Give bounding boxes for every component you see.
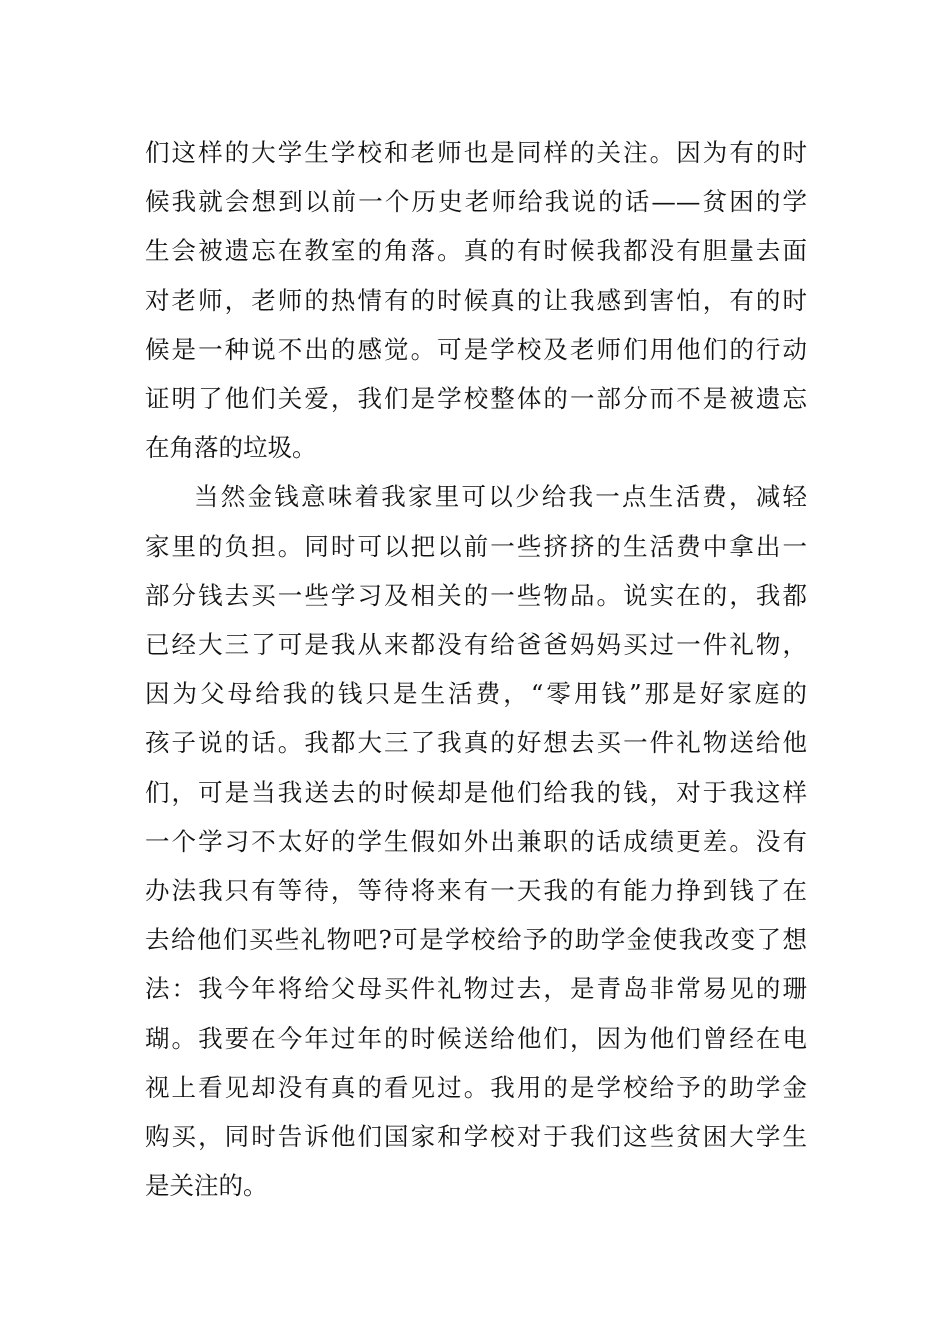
text-line: 们这样的大学生学校和老师也是同样的关注。因为有的时 [145, 138, 807, 167]
text-line: 证明了他们关爱，我们是学校整体的一部分而不是被遗忘 [145, 384, 807, 414]
text-line: 瑚。我要在今年过年的时候送给他们，因为他们曾经在电 [145, 1023, 807, 1053]
paragraph-2 [145, 472, 807, 1210]
text-line: 视上看见却没有真的看见过。我用的是学校给予的助学金 [145, 1072, 807, 1102]
text-line: 办法我只有等待，等待将来有一天我的有能力挣到钱了在 [145, 876, 807, 906]
text-line: 法：我今年将给父母买件礼物过去，是青岛非常易见的珊 [145, 974, 807, 1004]
text-line: 在角落的垃圾。 [145, 433, 317, 463]
text-line: 已经大三了可是我从来都没有给爸爸妈妈买过一件礼物， [145, 630, 807, 660]
text-line: 当然金钱意味着我家里可以少给我一点生活费，减轻 [194, 482, 807, 512]
text-line: 生会被遗忘在教室的角落。真的有时候我都没有胆量去面 [145, 236, 807, 266]
paragraph-1 [145, 128, 807, 472]
text-line: 家里的负担。同时可以把以前一些挤挤的生活费中拿出一 [145, 531, 807, 561]
text-line: 因为父母给我的钱只是生活费，“零用钱”那是好家庭的 [145, 679, 807, 709]
text-line: 一个学习不太好的学生假如外出兼职的话成绩更差。没有 [145, 826, 807, 856]
text-line: 购买，同时告诉他们国家和学校对于我们这些贫困大学生 [145, 1122, 807, 1152]
text-line: 去给他们买些礼物吧?可是学校给予的助学金使我改变了想 [145, 925, 807, 955]
text-line: 是关注的。 [145, 1171, 268, 1201]
text-line: 候是一种说不出的感觉。可是学校及老师们用他们的行动 [145, 334, 807, 364]
text-line: 们，可是当我送去的时候却是他们给我的钱，对于我这样 [145, 777, 807, 807]
text-line: 部分钱去买一些学习及相关的一些物品。说实在的，我都 [145, 580, 807, 610]
text-line: 对老师，老师的热情有的时候真的让我感到害怕，有的时 [145, 285, 807, 315]
document-page [145, 128, 807, 1210]
text-line: 候我就会想到以前一个历史老师给我说的话——贫困的学 [145, 187, 807, 217]
text-line: 孩子说的话。我都大三了我真的好想去买一件礼物送给他 [145, 728, 807, 758]
